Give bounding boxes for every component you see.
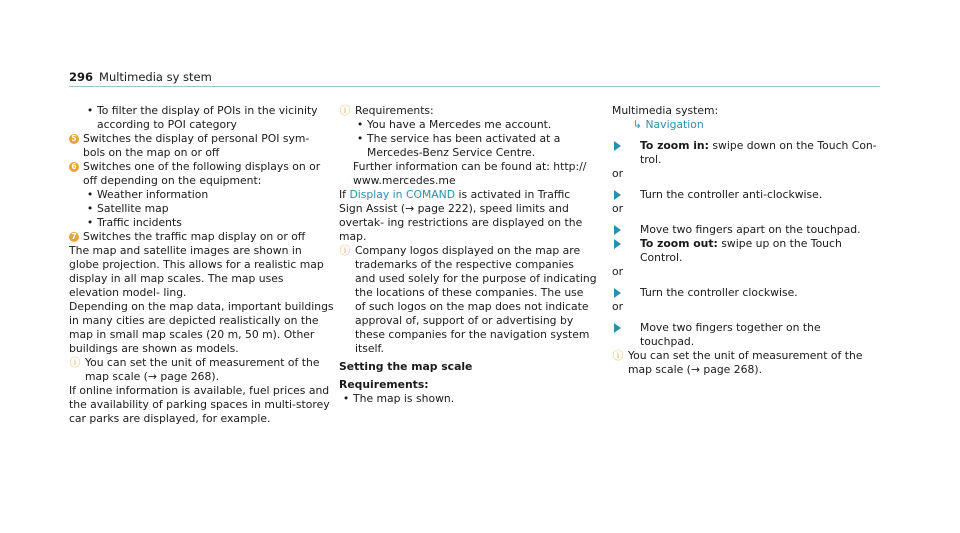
sub-bullet: • To filter the display of POIs in the vicinity according to POI category [86,104,318,131]
step-arrow-icon [614,323,628,333]
info-icon: ⓘ [339,244,351,257]
requirement-item: • The map is shown. [342,392,455,405]
sub-bullet: • Weather information [86,188,209,201]
sub-bullet: • Satellite map [86,202,169,215]
section-title: Setting the map scale [339,360,473,373]
note-logos: ⓘ Company logos displayed on the map are trademarks of the respective companies and used solely for the purpose of indicating the locations of these companies. The use of such logos on the map does not indicate approval of, support of or advertising by these companies for the navigation system itself. [339,244,597,355]
requirements-label: Requirements: [339,378,429,391]
step-arrow-icon [614,288,628,298]
info-icon: ⓘ [612,349,624,362]
number-badge-5: 5 [69,134,79,144]
number-badge-7: 7 [69,232,79,242]
page-number: 296 [69,70,94,84]
paragraph-buildings: Depending on the map data, important buildings in many cities are depicted realistically on the map in small map scales (20 m, 50 m). Other buildings are shown as models. [69,300,334,355]
step-turn-clock: Turn the controller clockwise. [612,286,877,300]
system-intro: Multimedia system: [612,104,719,117]
list-item-5: 5 Switches the display of personal POI sym‑ bols on the map on or off [69,132,334,160]
paragraph-traffic-sign: If Display in COMAND is activated in Traffic Sign Assist (→ page 222), speed limits and overtak‑ ing restrictions are displayed on the map. [339,188,583,243]
list-item-7: 7 Switches the traffic map display on or off [69,230,334,244]
column-middle [339,104,597,406]
page-header-title: Multimedia sy stem [99,70,212,84]
info-icon: ⓘ [69,356,81,369]
column-left [69,104,334,426]
or-label: or [612,167,624,180]
step-arrow-icon [614,141,628,151]
note-unit: ⓘ You can set the unit of measurement of the map scale (→ page 268). [612,349,863,376]
paragraph-online-info: If online information is available, fuel prices and the availability of parking spaces in multi-storey car parks are displayed, for example. [69,384,330,425]
navigation-link[interactable]: Navigation [645,118,704,131]
display-in-comand-link[interactable]: Display in COMAND [349,188,456,201]
or-label: or [612,300,624,313]
step-arrow-icon [614,225,628,235]
column-right [612,104,877,377]
requirement-item: • You have a Mercedes me account. [356,118,552,131]
requirements: ⓘ Requirements: [339,104,434,117]
navigation-path [612,118,877,132]
requirement-item: • The service has been activated at a Mercedes-Benz Service Centre. [356,132,561,159]
note-unit: ⓘ You can set the unit of measurement of the map scale (→ page 268). [69,356,320,383]
step-fingers-together: Move two fingers together on the touchpad. [612,321,877,349]
further-info: Further information can be found at: http:// www.mercedes.me [353,160,587,187]
step-arrow-icon [614,190,628,200]
step-zoom-out: To zoom out: swipe up on the Touch Control. [612,237,877,265]
step-fingers-apart: Move two fingers apart on the touchpad. [612,223,877,237]
paragraph-globe: The map and satellite images are shown in globe projection. This allows for a realistic map display in all map scales. The map uses elevation model‑ ling. [69,244,324,299]
nav-arrow-icon: ↳ [633,118,643,131]
or-label: or [612,265,624,278]
sub-bullet: • Traffic incidents [86,216,182,229]
step-turn-anti: Turn the controller anti-clockwise. [612,188,877,202]
list-item-6: 6 Switches one of the following displays on or off depending on the equipment: [69,160,334,188]
step-zoom-in: To zoom in: swipe down on the Touch Con‑ trol. [612,139,877,167]
info-icon: ⓘ [339,104,351,117]
number-badge-6: 6 [69,162,79,172]
or-label: or [612,202,624,215]
page-header [69,70,212,84]
header-divider [69,86,880,87]
step-arrow-icon [614,239,628,249]
